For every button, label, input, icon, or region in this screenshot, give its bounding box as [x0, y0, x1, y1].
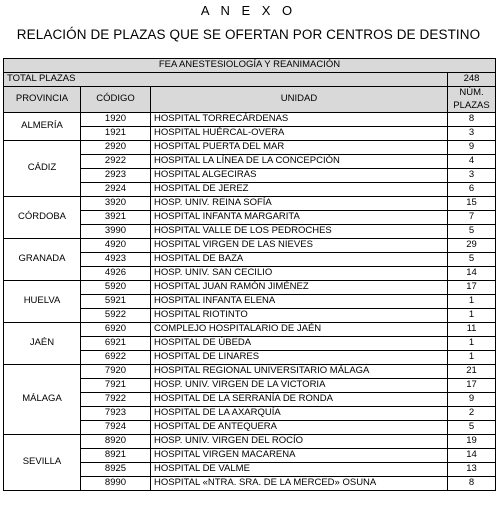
codigo-cell: 1921: [81, 127, 151, 141]
section-header-row: [4, 59, 496, 73]
provincia-cell: ALMERÍA: [4, 113, 81, 141]
codigo-cell: 4920: [81, 239, 151, 253]
table-row: [4, 197, 496, 211]
unidad-cell: HOSPITAL JUAN RAMÓN JIMÉNEZ: [151, 281, 448, 295]
codigo-cell: 5922: [81, 309, 151, 323]
total-value: 248: [448, 73, 496, 87]
unidad-cell: COMPLEJO HOSPITALARIO DE JAÉN: [151, 323, 448, 337]
unidad-cell: HOSPITAL DE LA AXARQUÍA: [151, 407, 448, 421]
anexo-heading: A N E X O: [200, 3, 297, 18]
unidad-cell: HOSPITAL INFANTA MARGARITA: [151, 211, 448, 225]
column-header-row: [4, 87, 496, 113]
plazas-cell: 7: [448, 211, 496, 225]
plazas-cell: 17: [448, 379, 496, 393]
plazas-cell: 9: [448, 393, 496, 407]
unidad-cell: HOSPITAL DE LINARES: [151, 351, 448, 365]
plazas-cell: 1: [448, 309, 496, 323]
codigo-cell: 7922: [81, 393, 151, 407]
plazas-cell: 11: [448, 323, 496, 337]
unidad-cell: HOSP. UNIV. VIRGEN DE LA VICTORIA: [151, 379, 448, 393]
unidad-cell: HOSPITAL VIRGEN DE LAS NIEVES: [151, 239, 448, 253]
unidad-cell: HOSP. UNIV. SAN CECILIO: [151, 267, 448, 281]
plazas-cell: 29: [448, 239, 496, 253]
codigo-cell: 6922: [81, 351, 151, 365]
codigo-cell: 3920: [81, 197, 151, 211]
table-row: [4, 239, 496, 253]
plazas-table-body: [4, 59, 496, 491]
unidad-cell: HOSP. UNIV. REINA SOFÍA: [151, 197, 448, 211]
plazas-cell: 14: [448, 449, 496, 463]
col-unidad: UNIDAD: [151, 87, 448, 113]
col-num-plazas-line1: NÚM.: [459, 87, 484, 98]
codigo-cell: 2924: [81, 183, 151, 197]
codigo-cell: 4923: [81, 253, 151, 267]
unidad-cell: HOSPITAL DE LA SERRANÍA DE RONDA: [151, 393, 448, 407]
plazas-cell: 3: [448, 127, 496, 141]
plazas-cell: 5: [448, 421, 496, 435]
col-num-plazas: [448, 87, 496, 113]
provincia-cell: GRANADA: [4, 239, 81, 281]
plazas-cell: 2: [448, 407, 496, 421]
codigo-cell: 8990: [81, 477, 151, 491]
unidad-cell: HOSPITAL HUÉRCAL-OVERA: [151, 127, 448, 141]
codigo-cell: 5921: [81, 295, 151, 309]
plazas-cell: 19: [448, 435, 496, 449]
codigo-cell: 1920: [81, 113, 151, 127]
plazas-cell: 1: [448, 295, 496, 309]
unidad-cell: HOSPITAL «NTRA. SRA. DE LA MERCED» OSUNA: [151, 477, 448, 491]
table-row: [4, 281, 496, 295]
table-row: [4, 435, 496, 449]
table-row: [4, 113, 496, 127]
unidad-cell: HOSPITAL DE ÚBEDA: [151, 337, 448, 351]
unidad-cell: HOSPITAL VALLE DE LOS PEDROCHES: [151, 225, 448, 239]
provincia-cell: HUELVA: [4, 281, 81, 323]
provincia-cell: SEVILLA: [4, 435, 81, 491]
unidad-cell: HOSPITAL DE ANTEQUERA: [151, 421, 448, 435]
plazas-cell: 17: [448, 281, 496, 295]
plazas-cell: 14: [448, 267, 496, 281]
provincia-cell: MÁLAGA: [4, 365, 81, 435]
codigo-cell: 7923: [81, 407, 151, 421]
unidad-cell: HOSPITAL ALGECIRAS: [151, 169, 448, 183]
codigo-cell: 2923: [81, 169, 151, 183]
table-row: [4, 365, 496, 379]
codigo-cell: 8921: [81, 449, 151, 463]
document-subtitle: RELACIÓN DE PLAZAS QUE SE OFERTAN POR CENTROS DE DESTINO: [16, 27, 481, 42]
provincia-cell: CÁDIZ: [4, 141, 81, 197]
plazas-cell: 3: [448, 169, 496, 183]
codigo-cell: 2920: [81, 141, 151, 155]
unidad-cell: HOSPITAL DE BAZA: [151, 253, 448, 267]
plazas-cell: 5: [448, 225, 496, 239]
codigo-cell: 5920: [81, 281, 151, 295]
plazas-cell: 21: [448, 365, 496, 379]
unidad-cell: HOSPITAL INFANTA ELENA: [151, 295, 448, 309]
section-title: FEA ANESTESIOLOGÍA Y REANIMACIÓN: [4, 59, 496, 73]
unidad-cell: HOSP. UNIV. VIRGEN DEL ROCÍO: [151, 435, 448, 449]
col-num-plazas-line2: PLAZAS: [453, 99, 490, 111]
unidad-cell: HOSPITAL DE VALME: [151, 463, 448, 477]
plazas-cell: 1: [448, 337, 496, 351]
table-row: [4, 323, 496, 337]
unidad-cell: HOSPITAL VIRGEN MACARENA: [151, 449, 448, 463]
codigo-cell: 4926: [81, 267, 151, 281]
unidad-cell: HOSPITAL REGIONAL UNIVERSITARIO MÁLAGA: [151, 365, 448, 379]
total-row: [4, 73, 496, 87]
plazas-cell: 8: [448, 113, 496, 127]
codigo-cell: 3990: [81, 225, 151, 239]
col-provincia: PROVINCIA: [4, 87, 81, 113]
plazas-cell: 13: [448, 463, 496, 477]
provincia-cell: JAÉN: [4, 323, 81, 365]
unidad-cell: HOSPITAL PUERTA DEL MAR: [151, 141, 448, 155]
total-label: TOTAL PLAZAS: [4, 73, 448, 87]
table-row: [4, 141, 496, 155]
plazas-cell: 5: [448, 253, 496, 267]
codigo-cell: 7920: [81, 365, 151, 379]
plazas-cell: 9: [448, 141, 496, 155]
codigo-cell: 7924: [81, 421, 151, 435]
codigo-cell: 6920: [81, 323, 151, 337]
provincia-cell: CÓRDOBA: [4, 197, 81, 239]
unidad-cell: HOSPITAL LA LÍNEA DE LA CONCEPCIÓN: [151, 155, 448, 169]
codigo-cell: 6921: [81, 337, 151, 351]
codigo-cell: 2922: [81, 155, 151, 169]
plazas-table: [3, 58, 496, 491]
plazas-cell: 6: [448, 183, 496, 197]
codigo-cell: 3921: [81, 211, 151, 225]
unidad-cell: HOSPITAL RIOTINTO: [151, 309, 448, 323]
codigo-cell: 8925: [81, 463, 151, 477]
plazas-cell: 8: [448, 477, 496, 491]
plazas-cell: 15: [448, 197, 496, 211]
plazas-cell: 1: [448, 351, 496, 365]
unidad-cell: HOSPITAL DE JEREZ: [151, 183, 448, 197]
codigo-cell: 8920: [81, 435, 151, 449]
plazas-cell: 4: [448, 155, 496, 169]
col-codigo: CÓDIGO: [81, 87, 151, 113]
unidad-cell: HOSPITAL TORRECÁRDENAS: [151, 113, 448, 127]
codigo-cell: 7921: [81, 379, 151, 393]
